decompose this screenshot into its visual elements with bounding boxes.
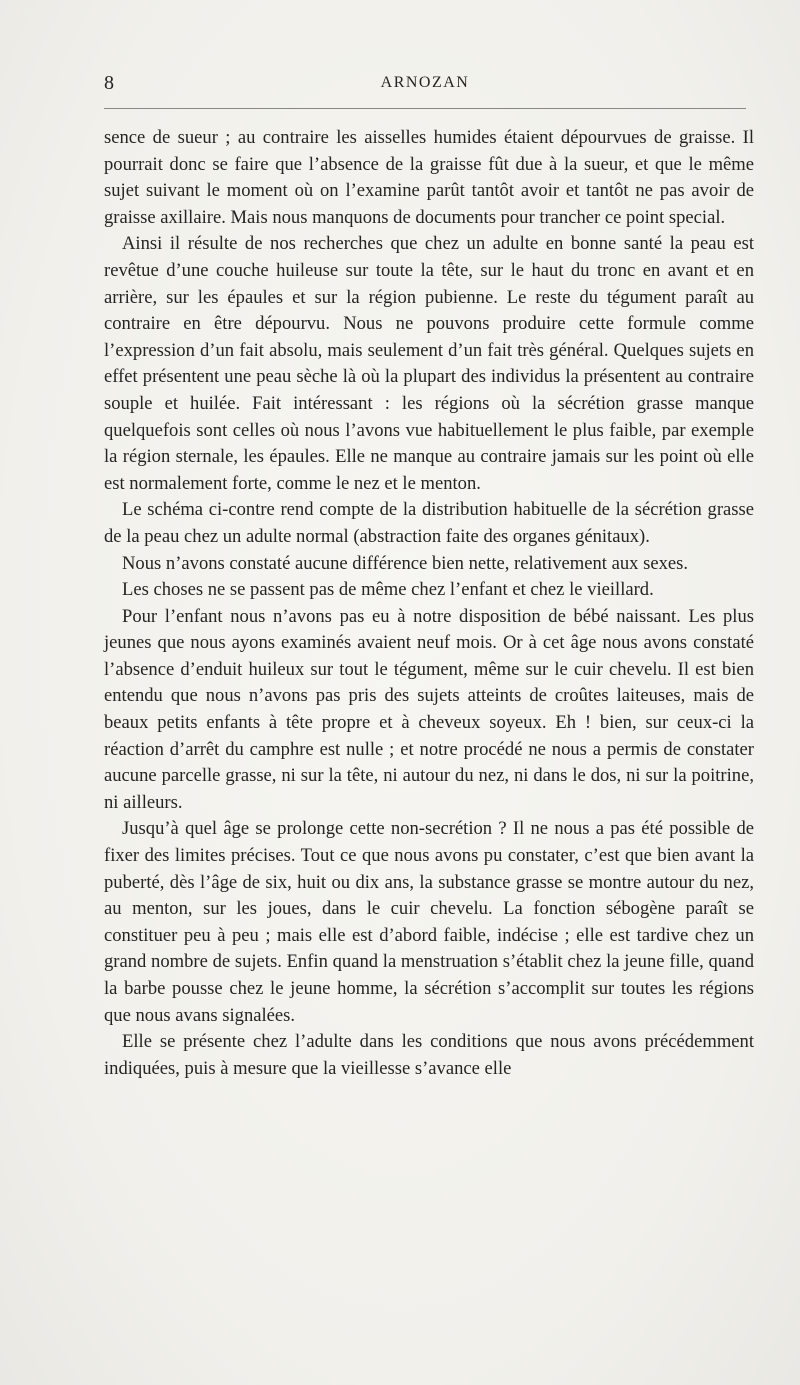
paragraph-8: Elle se présente chez l’adulte dans les conditions que nous avons précédemment indiquées, puis à mesure que la vieillesse s’avance elle	[104, 1031, 754, 1079]
body-text	[104, 125, 754, 1082]
paragraph-3: Le schéma ci-contre rend compte de la distribution habituelle de la sécrétion grasse de la peau chez un adulte normal (abstraction faite des organes génitaux).	[104, 499, 754, 547]
header-rule	[104, 108, 746, 109]
page-header	[104, 70, 746, 100]
paragraph-2: Ainsi il résulte de nos recherches que chez un adulte en bonne santé la peau est revêtue d’une couche huileuse sur toute la tête, sur le haut du tronc en avant et en arrière, sur les épaules et sur la région pubienne. Le reste du tégument paraît au contraire en être dépourvu. Nous ne pouvons produire cette formule comme l’expression d’un fait absolu, mais seulement d’un fait très général. Quelques sujets en effet présentent une peau sèche là où la plupart des individus la présentent au contraire souple et huilée. Fait intéressant : les régions où la sécrétion grasse manque quelquefois sont celles où nous l’avons vue habituellement le plus faible, par exemple la région sternale, les épaules. Elle ne manque au contraire jamais sur les point où elle est normalement forte, comme le nez et le menton.	[104, 233, 754, 494]
paragraph-5: Les choses ne se passent pas de même chez l’enfant et chez le vieillard.	[122, 579, 654, 601]
page-number: 8	[104, 72, 114, 94]
running-title: ARNOZAN	[380, 74, 470, 91]
paragraph-7: Jusqu’à quel âge se prolonge cette non-secrétion ? Il ne nous a pas été possible de fixer des limites précises. Tout ce que nous avons pu constater, c’est que bien avant la puberté, dès l’âge de six, huit ou dix ans, la substance grasse se montre autour du nez, au menton, sur les joues, dans le cuir chevelu. La fonction sébogène paraît se constituer peu à peu ; mais elle est d’abord faible, indécise ; elle est tardive chez un grand nombre de sujets. Enfin quand la menstruation s’établit chez la jeune fille, quand la barbe pousse chez le jeune homme, la sécrétion s’accomplit sur toutes les régions que nous avans signalées.	[104, 818, 754, 1026]
paragraph-4: Nous n’avons constaté aucune différence bien nette, relativement aux sexes.	[122, 552, 689, 574]
paragraph-1: sence de sueur ; au contraire les aisselles humides étaient dépourvues de graisse. Il pourrait donc se faire que l’absence de la graisse fût due à la sueur, et que le même sujet suivant le moment où on l’examine parût tantôt avoir et tantôt ne pas avoir de graisse axillaire. Mais nous manquons de documents pour trancher ce point special.	[104, 127, 754, 228]
paragraph-6: Pour l’enfant nous n’avons pas eu à notre disposition de bébé naissant. Les plus jeunes que nous ayons examinés avaient neuf mois. Or à cet âge nous avons constaté l’absence d’enduit huileux sur tout le tégument, même sur le cuir chevelu. Il est bien entendu que nous n’avons pas pris des sujets atteints de croûtes laiteuses, mais de beaux petits enfants à tête propre et à cheveux soyeux. Eh ! bien, sur ceux-ci la réaction d’arrêt du camphre est nulle ; et notre procédé ne nous a permis de constater aucune parcelle grasse, ni sur la tête, ni autour du nez, ni dans le dos, ni sur la poitrine, ni ailleurs.	[104, 605, 754, 813]
